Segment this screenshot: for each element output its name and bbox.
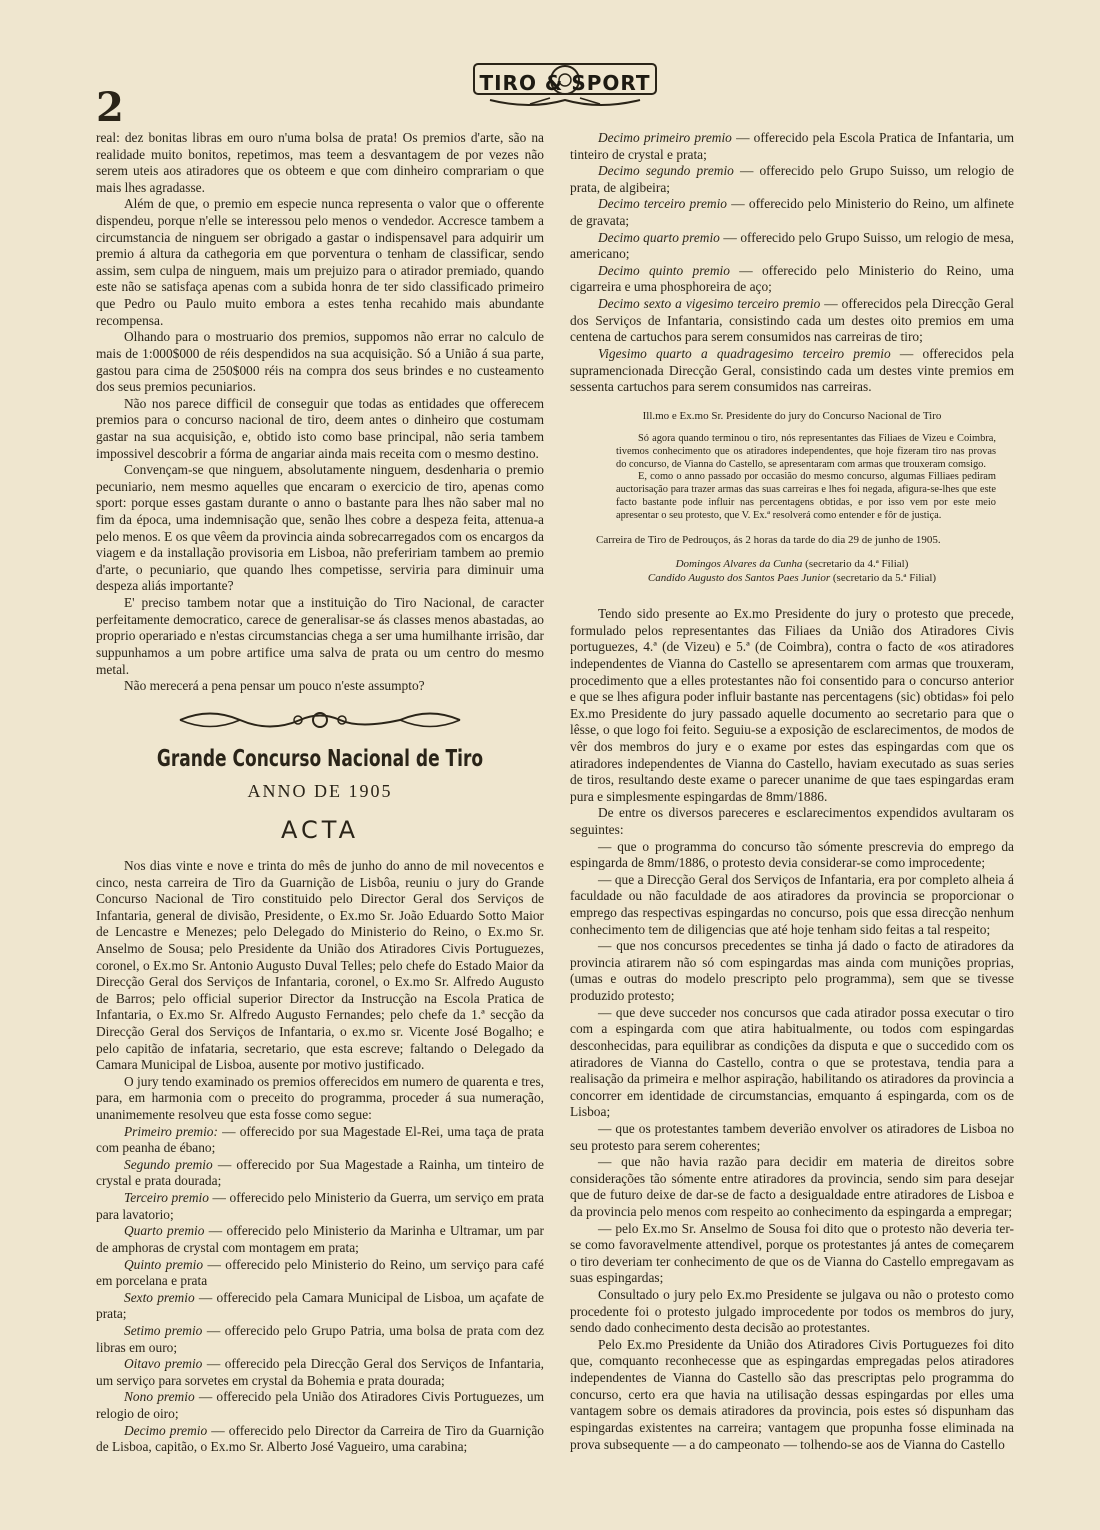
prize-item: Oitavo premio — offerecido pela Direcção Geral dos Serviços de Infantaria, um serviço para sorvetes em crystal da Bohemia e prata dourada; [96, 1356, 544, 1388]
prize-item: Primeiro premio: — offerecido por sua Magestade El-Rei, uma taça de prata com peanha de ébano; [96, 1123, 544, 1156]
paragraph: — que não havia razão para decidir em materia de direitos sobre considerações tão sómente entre atiradores da provincia, sendo sim para desejar que de futuro deixe de dar-se de facto a desigualdade entre atiradores de Lisboa e da provincia pelo menos com respeito ao conhecimento da espingarda a empregar; [570, 1154, 1014, 1219]
paragraph: — que a Direcção Geral dos Serviços de Infantaria, era por completo alheia á faculdade ou não faculdade de aos atiradores da provincia se proporcionar o emprego das respectivas espingardas no concurso, pois que essa direcção nenhum conhecimento tem de diligencias que até hoje tenham sido feitas a tal respeito; [570, 871, 1014, 937]
prize-item: Quinto premio — offerecido pelo Ministerio do Reino, um serviço para café em porcelana e prata [96, 1256, 544, 1289]
paragraph: — que deve succeder nos concursos que cada atirador possa executar o tiro com a espingarda com que atira habitualmente, ou todos com espingardas desconhecidas, para equilibrar as condições da disputa e que o succedido com os atiradores de Vianna do Castello, contra o que se protestava, tendia para a realisação da primeira e melhor aspiração, habilitando os atiradores da provincia a concorrer em identidade de circumstancias, emquanto á espingarda, com os de Lisboa; [570, 1004, 1014, 1120]
paragraph: real: dez bonitas libras em ouro n'uma bolsa de prata! Os premios d'arte, são na realidade muito bonitos, repetimos, mas teem a desvantagem de por vezes não serem uteis aos atiradores que os obteem e que com dinheiro comprariam o que mais lhes agradasse. [96, 130, 544, 195]
page-number: 2 [96, 84, 124, 131]
left-column [96, 130, 544, 1456]
paragraph: Tendo sido presente ao Ex.mo Presidente do jury o protesto que precede, formulado pelos representantes das Filiaes da União dos Atiradores Civis portuguezes, 4.ª (de Vizeu) e 5.ª (de Coimbra), contra o facto de «os atiradores independentes de Vianna do Castello se apresentarem com armas que trouxeram, procedimento que a elles protestantes não foi consentido para o concurso anterior e que se lhes afigura poder influir bastante nas percentagens (sic) obtidas» foi pelo Ex.mo Presidente do jury passado aquelle documento ao secretario para que o lêsse, o que logo foi feito. Seguiu-se a exposição de esclarecimentos, de modos de vêr dos membros do jury e o exame por estes das espingardas com que os atiradores independentes de Vianna do Castello, haviam executado as suas series de tiros, resultando deste exame o parecer unanime de que taes espingardas eram pura e simplesmente espingardas de 8mm/1886. [570, 606, 1014, 804]
paragraph: Além de que, o premio em especie nunca representa o valor que o offerente dispendeu, porque n'elle se interessou pelo menos o vendedor. Accresce tambem a circumstancia de ninguem ser obrigado a gastar o indispensavel para adquirir um premio á altura da cathegoria em que porventura o tenham de classificar, sendo assim, sem culpa de ninguem, mais um prejuizo para o atirador premiado, quando este não se satisfaça apenas com a subida honra de ter sido classificado primeiro que Pedro ou Paulo muito embora a estes tenha recahido mais abundante recompensa. [96, 196, 544, 328]
prize-item: Segundo premio — offerecido por Sua Magestade a Rainha, um tinteiro de crystal e prata dourada; [96, 1156, 544, 1189]
letter-place-date: Carreira de Tiro de Pedrouços, ás 2 horas da tarde do dia 29 de junho de 1905. [596, 534, 941, 547]
prize-item: Decimo terceiro premio — offerecido pelo Ministerio do Reino, um alfinete de gravata; [570, 196, 1014, 229]
acta-title: ACTA [281, 816, 359, 845]
letter-paragraph: E, como o anno passado por occasião do mesmo concurso, algumas Filliaes pediram auctorisação para trazer armas das suas carreiras e lhes foi negada, afigura-se-lhes que este facto bastante pode influir nas percentagens obtidas, e por isso vem por este meio apresentar o seu protesto, que V. Ex.ª resolverá como entender e fôr de justiça. [616, 471, 996, 521]
ornament-divider-icon [96, 707, 544, 738]
prize-item: Decimo quarto premio — offerecido pelo Grupo Suisso, um relogio de mesa, americano; [570, 229, 1014, 262]
prize-item: Decimo sexto a vigesimo terceiro premio — offerecidos pela Direcção Geral dos Serviços de Infantaria, consistindo cada um destes oito premios em uma centena de cartuchos para serem consumidos nas carreiras de tiro; [570, 296, 1014, 345]
paragraph: — que nos concursos precedentes se tinha já dado o facto de atiradores da provincia atirarem não só com espingardas mas ainda com munições proprias, (umas e outras do modelo prescripto pelo programma), sem que se tivesse produzido protesto; [570, 938, 1014, 1004]
masthead-logo [470, 58, 660, 110]
prize-item: Decimo premio — offerecido pelo Director da Carreira de Tiro da Guarnição de Lisboa, capitão, o Ex.mo Sr. Alberto José Vagueiro, uma carabina; [96, 1422, 544, 1455]
masthead-title: TIRO & SPORT [479, 71, 651, 95]
paragraph: De entre os diversos pareceres e esclarecimentos expendidos avultaram os seguintes: [570, 805, 1014, 837]
prize-item: Decimo primeiro premio — offerecido pela Escola Pratica de Infantaria, um tinteiro de crystal e prata; [570, 130, 1014, 162]
paragraph: E' preciso tambem notar que a instituição do Tiro Nacional, de caracter perfeitamente democratico, carece de generalisar-se ás classes menos abastadas, ao proprio operariado e n'estas circumstancias chega a ser uma humilhante irrisão, dar suppunhamos a um pobre artifice uma salva de prata ou um centro do mesmo metal. [96, 595, 544, 677]
paragraph: O jury tendo examinado os premios offerecidos em numero de quarenta e tres, para, em harmonia com o preceito do programma, proceder á sua numeração, unanimemente resolveu que esta fosse como segue: [96, 1073, 544, 1123]
paragraph: — pelo Ex.mo Sr. Anselmo de Sousa foi dito que o protesto não deveria ter-se como favoravelmente attendivel, porque os protestantes já antes de começarem o tiro deveriam ter conhecimento de que os de Vianna do Castello empregavam as suas espingardas; [570, 1220, 1014, 1286]
prize-item: Decimo quinto premio — offerecido pelo Ministerio do Reino, uma cigarreira e uma phosphoreira de aço; [570, 262, 1014, 295]
paragraph: Convençam-se que ninguem, absolutamente ninguem, desdenharia o premio pecuniario, nem mesmo aquelles que encaram o exercicio de tiro, apenas como sport: porque esses gastam durante o anno o bastante para lhes não saber mal no fim da época, uma indemnisação que, senão lhes cobre a despeza feita, attenua-a pelo menos. E os que vêem da provincia ainda sobrecarregados com os encargos da viagem e da installação provisoria em Lisboa, não prefeririam tambem ao premio d'arte, o pecuniario, que quando lhes competisse, serviria para diminuir uma despeza aliás importante? [96, 462, 544, 594]
protest-letter [616, 433, 996, 522]
signatory: Domingos Alvares da Cunha (secretario da 4.ª Filial) [675, 557, 909, 570]
paragraph: Não merecerá a pena pensar um pouco n'este assumpto? [124, 678, 425, 694]
paragraph: — que o programma do concurso tão sómente prescrevia do emprego da espingarda de 8mm/1886, o protesto devia considerar-se como improcedente; [570, 838, 1014, 871]
paragraph: Nos dias vinte e nove e trinta do mês de junho do anno de mil novecentos e cinco, nesta carreira de Tiro da Guarnição de Lisbôa, reuniu o jury do Grande Concurso Nacional de Tiro constituido pelo Director Geral dos Serviços de Infantaria, general de divisão, Presidente, o Ex.mo Sr. João Eduardo Sotto Maior de Lencastre e Menezes; pelo Delegado do Ministerio do Reino, o Ex.mo Sr. Anselmo de Sousa; pelo Presidente da União dos Atiradores Civis Portuguezes, coronel, o Ex.mo Sr. Antonio Augusto Duval Telles; pelo chefe do Estado Maior da Direcção Geral dos Serviços de Infantaria, coronel, o Ex.mo Sr. Alfredo Augusto de Barros; pelo official superior Director da Instrucção na Escola Pratica de Infantaria, o Ex.mo Sr. Alfredo Augusto Fernandes; pelo chefe da 1.ª secção da Direcção Geral dos Serviços de Infantaria, o ex.mo sr. Vicente José Bogalho; e pelo capitão de infataria, secretario, que esta escreve; faltando o Delegado da Camara Municipal de Lisboa, ausente por motivo justificado. [96, 857, 544, 1073]
paragraph: Olhando para o mostruario dos premios, suppomos não errar no calculo de mais de 1:000$000 de réis despendidos na sua acquisição. Só a União á sua parte, gastou para cima de 250$000 réis na compra dos seus brindes e no custeamento dos seus premios pecuniarios. [96, 329, 544, 395]
prize-item: Nono premio — offerecido pela União dos Atiradores Civis Portuguezes, um relogio de oiro; [96, 1389, 544, 1422]
prize-item: Terceiro premio — offerecido pelo Ministerio da Guerra, um serviço em prata para lavatorio; [96, 1190, 544, 1222]
section-year: ANNO DE 1905 [247, 780, 393, 801]
signatory: Candido Augusto dos Santos Paes Junior (secretario da 5.ª Filial) [647, 572, 937, 585]
section-heading: Grande Concurso Nacional de Tiro [156, 746, 484, 773]
prize-item: Setimo premio — offerecido pelo Grupo Patria, uma bolsa de prata com dez libras em ouro; [96, 1322, 545, 1355]
prize-item: Decimo segundo premio — offerecido pelo Grupo Suisso, um relogio de prata, de algibeira; [570, 163, 1014, 195]
paragraph: Pelo Ex.mo Presidente da União dos Atiradores Civis Portuguezes foi dito que, comquanto reconhecesse que as espingardas empregadas pelos atiradores independentes de Vianna do Castello são das prescriptas pelo programma do concurso, certo era que havia na utilisação dessas espingardas por elles uma vantagem sobre os demais atiradores da provincia, pois estes só dispunham das espingardas existentes na carreira; vantagem que propunha fosse eliminada na prova subsequente — a do campeonato — tolhendo-se aos de Vianna do Castello [570, 1336, 1014, 1452]
letter-paragraph: Só agora quando terminou o tiro, nós representantes das Filiaes de Vizeu e Coimbra, tivemos conhecimento que os atiradores independentes, que hoje fizeram tiro nas provas do concurso, de Vianna do Castello, se apresentaram com armas que trouxeram comsigo. [616, 433, 996, 470]
prize-item: Sexto premio — offerecido pela Camara Municipal de Lisboa, um açafate de prata; [96, 1289, 544, 1322]
protest-letter-salutation: Ill.mo e Ex.mo Sr. Presidente do jury do Concurso Nacional de Tiro [642, 409, 942, 422]
paragraph: Consultado o jury pelo Ex.mo Presidente se julgava ou não o protesto como procedente foi o protesto julgado improcedente por todos os membros do jury, sendo dado conhecimento desta decisão ao protestantes. [570, 1287, 1014, 1336]
paragraph: Não nos parece difficil de conseguir que todas as entidades que offerecem premios para o concurso nacional de tiro, deem antes o dinheiro que costumam gastar na sua acquisição, e, obtido isto como base principal, não seria tambem impossivel descobrir a fórma de angariar ainda mais receita com o mesmo destino. [96, 395, 544, 461]
right-column [570, 130, 1014, 1453]
paragraph: — que os protestantes tambem deverião envolver os atiradores de Lisboa no seu protesto para serem coherentes; [570, 1120, 1014, 1153]
prize-item: Quarto premio — offerecido pelo Ministerio da Marinha e Ultramar, um par de amphoras de crystal com montagem em prata; [96, 1223, 544, 1255]
prize-item: Vigesimo quarto a quadragesimo terceiro premio — offerecidos pela supramencionada Direcção Geral, consistindo cada um destes vinte premios em sessenta cartuchos para serem consumidos nas carreiras. [570, 345, 1014, 395]
letter-signatories [570, 558, 1014, 586]
